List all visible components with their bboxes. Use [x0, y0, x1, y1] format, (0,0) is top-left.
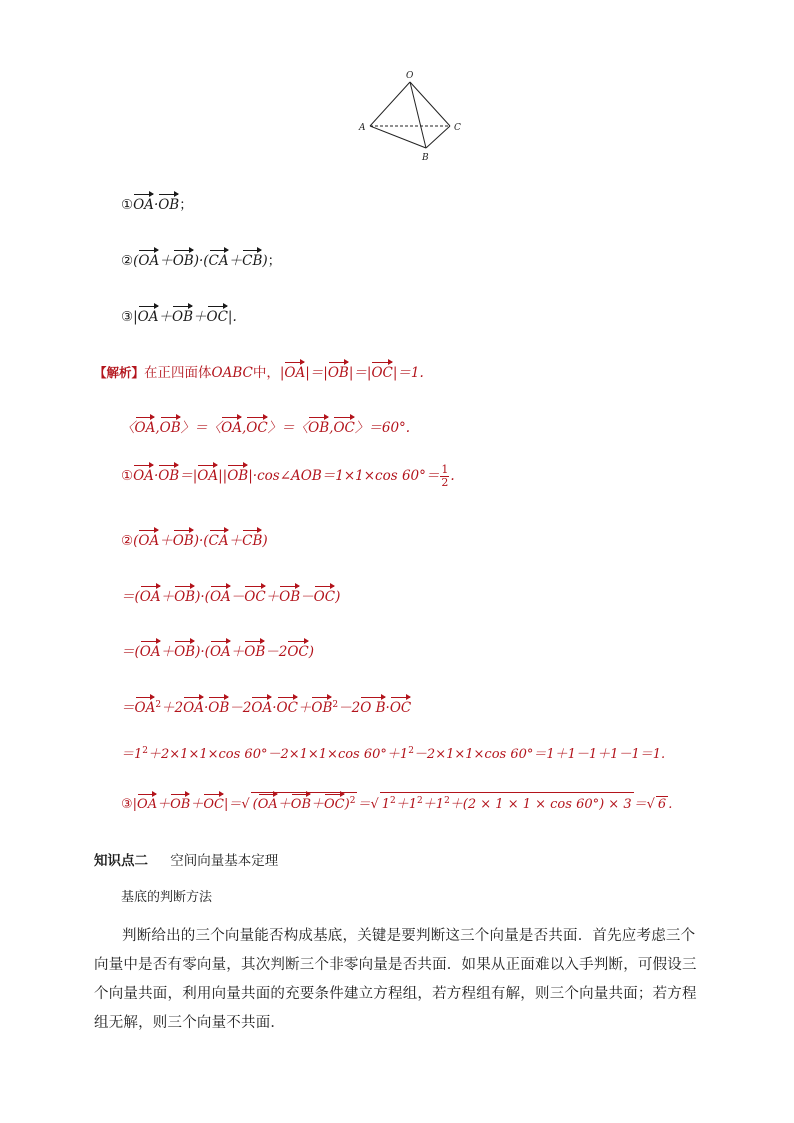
solution-angles: 〈OA,OB〉＝〈OA,OC〉＝〈OB,OC〉＝60°.: [121, 420, 411, 436]
problem-3: ③|OA＋OB＋OC|.: [121, 309, 237, 325]
solution-intro: 【解析】在正四面体OABC中，|OA|＝|OB|＝|OC|＝1.: [94, 365, 424, 381]
solution-step-3: ③|OA＋OB＋OC|＝√ $(OA+OB+OC)^2$ ＝√ $1^2+1^2+1^2+(2 \times 1 \times 1 \times \cos 60^\circ) \times 3$ ＝√ 6 .: [121, 792, 672, 812]
edge-oa: [370, 82, 410, 126]
solution-step-2e: $=1^2+2\times 1\times 1\times\cos$ 60°－2×1×1×cos $60^\circ+1^2-2\times 1\times 1\times\cos$ 60°＝1＋1－1＋1－1＝1.: [121, 746, 666, 762]
vertex-label-c: C: [454, 123, 461, 133]
problem-2: ②(OA＋OB)·(CA＋CB)；: [121, 253, 282, 269]
section-heading: [94, 849, 278, 869]
solution-step-2a: ②(OA＋OB)·(CA＋CB): [121, 533, 268, 549]
section-paragraph: 判断给出的三个向量能否构成基底，关键是要判断这三个向量是否共面．首先应考虑三个向量中是否有零向量，其次判断三个非零向量是否共面．如果从正面难以入手判断，可假设三个向量共面，利用向量共面的充要条件建立方程组，若方程组有解，则三个向量共面；若方程组无解，则三个向量不共面．: [94, 928, 697, 1031]
tetrahedron-figure: [350, 68, 470, 163]
vertex-label-a: A: [359, 123, 366, 133]
section-title: 知识点二: [94, 853, 148, 869]
edge-oc: [410, 82, 450, 126]
solution-tag: 【解析】: [94, 365, 145, 380]
problem-1: ①OA·OB；: [121, 197, 193, 213]
edge-ab: [370, 126, 426, 148]
section-subtitle: 空间向量基本定理: [170, 853, 279, 869]
solution-step-2c: ＝(OA＋OB)·(OA＋OB－2OC): [121, 644, 315, 660]
vertex-label-o: O: [406, 71, 414, 81]
solution-step-2b: ＝(OA＋OB)·(OA－OC＋OB－OC): [121, 589, 341, 605]
edge-bc: [426, 126, 450, 148]
sub-heading: 基底的判断方法: [121, 890, 213, 905]
solution-step-2d: $=OA^2+2OA\cdot OB-2OA\cdot OC+OB^2-2O$ B·OC: [121, 700, 412, 716]
vertex-label-b: B: [422, 153, 429, 163]
solution-step-1: ①OA·OB＝|OA||OB|·cos∠AOB＝1×1×cos 60°＝ $\frac{1}{2}$ .: [121, 463, 455, 489]
edge-ob: [410, 82, 426, 148]
